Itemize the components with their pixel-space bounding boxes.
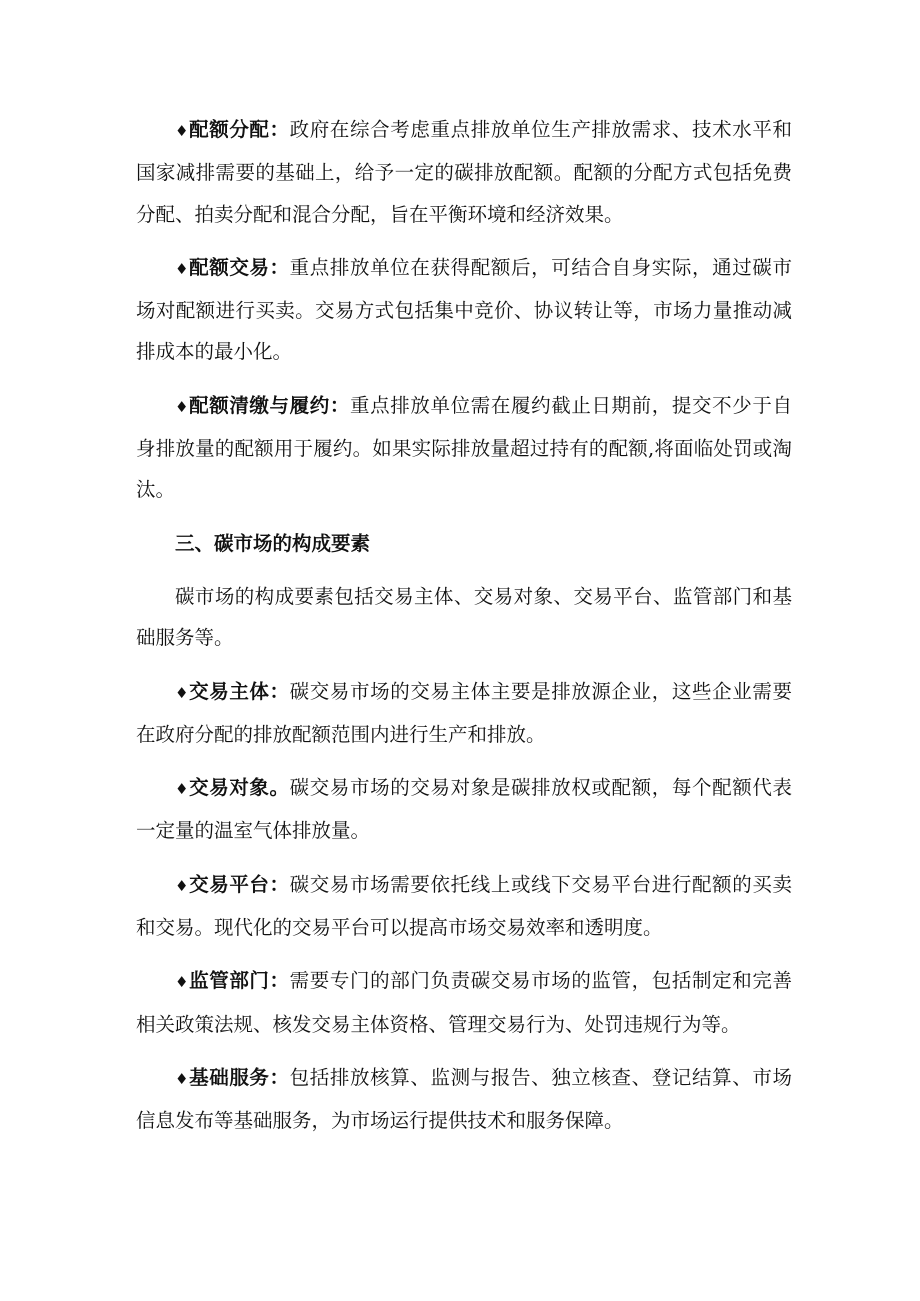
document-page (136, 109, 792, 1154)
paragraph-term: 配额交易： (189, 255, 290, 279)
paragraph-text: 碳交易市场的交易对象是碳排放权或配额，每个配额代表一定量的温室气体排放量。 (136, 776, 792, 843)
paragraph-text: 需要专门的部门负责碳交易市场的监管，包括制定和完善相关政策法规、核发交易主体资格、管理交易行为、处罚违规行为等。 (136, 969, 792, 1036)
diamond-bullet-icon: ♦ (175, 973, 190, 992)
quota-trading-paragraph (136, 247, 792, 373)
paragraph-text: 碳交易市场需要依托线上或线下交易平台进行配额的买卖和交易。现代化的交易平台可以提高市场交易效率和透明度。 (136, 872, 792, 940)
paragraph-term: 配额分配： (189, 118, 290, 141)
paragraph-text: 政府在综合考虑重点排放单位生产排放需求、技术水平和国家减排需要的基础上，给予一定的碳排放配额。配额的分配方式包括免费分配、拍卖分配和混合分配，旨在平衡环境和经济效果。 (136, 118, 792, 226)
diamond-bullet-icon: ♦ (175, 683, 190, 702)
paragraph-term: 监管部门： (189, 969, 290, 993)
trading-object-paragraph (136, 767, 792, 852)
basic-services-paragraph (136, 1057, 792, 1142)
paragraph-term: 交易对象。 (189, 776, 290, 800)
paragraph-text: 重点排放单位在获得配额后，可结合自身实际，通过碳市场对配额进行买卖。交易方式包括集中竞价、协议转让等，市场力量推动减排成本的最小化。 (136, 255, 792, 364)
quota-allocation-paragraph (136, 109, 792, 235)
paragraph-term: 基础服务： (189, 1065, 290, 1089)
paragraph-text: 碳交易市场的交易主体主要是排放源企业，这些企业需要在政府分配的排放配额范围内进行生产和排放。 (136, 679, 792, 746)
paragraph-term: 配额清缴与履约： (189, 393, 351, 417)
paragraph-text: 包括排放核算、监测与报告、独立核查、登记结算、市场信息发布等基础服务，为市场运行提供技术和服务保障。 (136, 1065, 792, 1133)
diamond-bullet-icon: ♦ (175, 1069, 190, 1088)
diamond-bullet-icon: ♦ (175, 259, 190, 278)
quota-compliance-paragraph (136, 385, 792, 511)
regulator-paragraph (136, 960, 792, 1045)
section-heading: 三、碳市场的构成要素 (175, 531, 371, 555)
diamond-bullet-icon: ♦ (175, 397, 190, 416)
paragraph-term: 交易主体： (189, 679, 290, 703)
trading-subject-paragraph (136, 671, 792, 756)
trading-platform-paragraph (136, 864, 792, 949)
diamond-bullet-icon: ♦ (175, 876, 190, 895)
paragraph-term: 交易平台： (189, 872, 290, 896)
diamond-bullet-icon: ♦ (175, 780, 190, 799)
section-intro-paragraph: 碳市场的构成要素包括交易主体、交易对象、交易平台、监管部门和基础服务等。 (136, 584, 792, 650)
diamond-bullet-icon: ♦ (175, 122, 190, 140)
paragraph-text: 重点排放单位需在履约截止日期前，提交不少于自身排放量的配额用于履约。如果实际排放量超过持有的配额,将面临处罚或淘汰。 (136, 393, 792, 502)
